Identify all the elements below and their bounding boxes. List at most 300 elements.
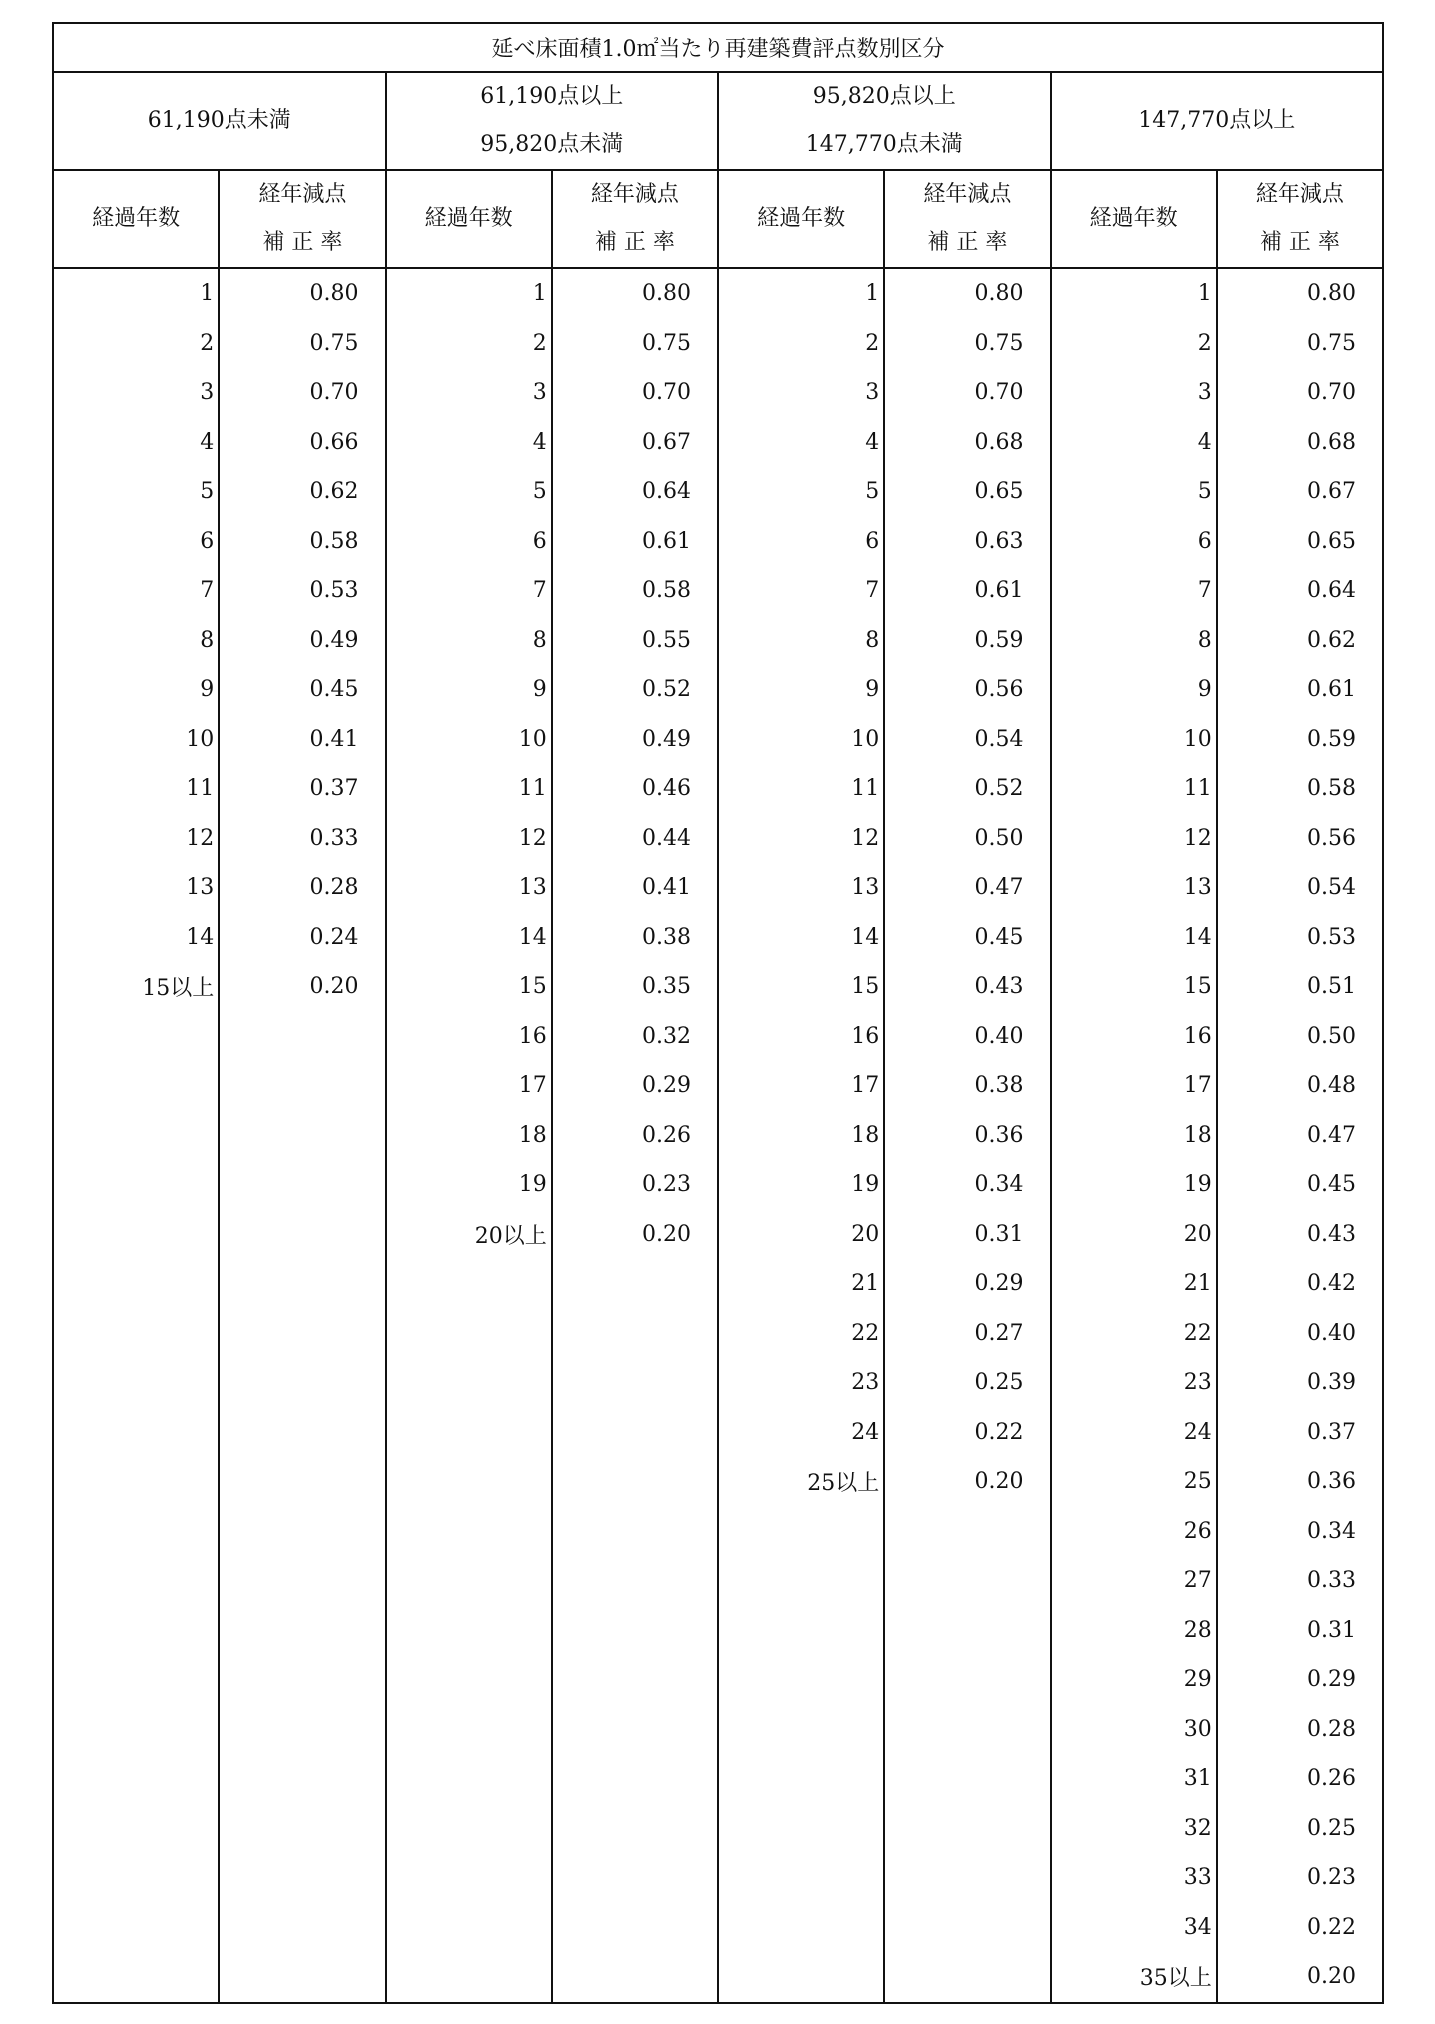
- years-elapsed-cell: 2: [386, 319, 552, 369]
- rate-cell: [219, 1606, 385, 1656]
- rate-cell: 0.24: [219, 913, 385, 963]
- rate-cell: [552, 1606, 718, 1656]
- rate-cell: 0.27: [884, 1309, 1050, 1359]
- years-elapsed-cell: 15: [718, 962, 884, 1012]
- years-elapsed-cell: 22: [718, 1309, 884, 1359]
- rate-cell: [219, 1754, 385, 1804]
- rate-cell: 0.52: [884, 764, 1050, 814]
- years-elapsed-cell: 12: [1051, 814, 1217, 864]
- rate-cell: [219, 1705, 385, 1755]
- rate-cell: [219, 1655, 385, 1705]
- years-elapsed-cell: 27: [1051, 1556, 1217, 1606]
- years-elapsed-cell: 3: [1051, 368, 1217, 418]
- years-elapsed-cell: 16: [1051, 1012, 1217, 1062]
- years-elapsed-cell: [386, 1457, 552, 1507]
- rate-cell: 0.44: [552, 814, 718, 864]
- depreciation-rate-table: [52, 22, 1384, 2004]
- range-line: 95,820点未満: [480, 132, 624, 157]
- years-elapsed-cell: 1: [53, 268, 219, 319]
- rate-cell: 0.49: [219, 616, 385, 666]
- rate-cell: 0.37: [219, 764, 385, 814]
- rate-cell: 0.65: [884, 467, 1050, 517]
- years-elapsed-cell: 3: [53, 368, 219, 418]
- years-elapsed-cell: [53, 1111, 219, 1161]
- rate-cell: 0.28: [219, 863, 385, 913]
- years-elapsed-cell: 7: [1051, 566, 1217, 616]
- rate-cell: 0.50: [884, 814, 1050, 864]
- years-elapsed-cell: 2: [53, 319, 219, 369]
- years-elapsed-cell: 32: [1051, 1804, 1217, 1854]
- table-row: [53, 1061, 1383, 1111]
- years-elapsed-cell: 4: [718, 418, 884, 468]
- rate-cell: 0.45: [884, 913, 1050, 963]
- rate-cell: [219, 1160, 385, 1210]
- table-row: [53, 566, 1383, 616]
- rate-cell: 0.25: [1217, 1804, 1383, 1854]
- rate-cell: [884, 1754, 1050, 1804]
- rate-cell: 0.41: [552, 863, 718, 913]
- rate-cell: [552, 1804, 718, 1854]
- rate-cell: [884, 1952, 1050, 2003]
- rate-cell: 0.62: [1217, 616, 1383, 666]
- table-row: [53, 616, 1383, 666]
- years-elapsed-cell: 35以上: [1051, 1952, 1217, 2003]
- years-elapsed-cell: [53, 1457, 219, 1507]
- years-elapsed-cell: 17: [718, 1061, 884, 1111]
- rate-cell: 0.75: [552, 319, 718, 369]
- rate-cell: 0.20: [219, 962, 385, 1012]
- rate-cell: 0.47: [884, 863, 1050, 913]
- range-header-1: [53, 72, 386, 170]
- rate-cell: 0.20: [1217, 1952, 1383, 2003]
- years-elapsed-cell: [53, 1853, 219, 1903]
- range-line: 95,820点以上: [812, 84, 956, 109]
- years-elapsed-cell: 10: [718, 715, 884, 765]
- years-elapsed-cell: [53, 1655, 219, 1705]
- rate-header: 経年減点 補 正 率: [1217, 170, 1383, 268]
- years-elapsed-cell: [386, 1606, 552, 1656]
- years-elapsed-cell: [53, 1903, 219, 1953]
- rate-cell: 0.34: [1217, 1507, 1383, 1557]
- years-elapsed-cell: [718, 1507, 884, 1557]
- table-title-row: [53, 23, 1383, 72]
- table-row: [53, 1012, 1383, 1062]
- years-elapsed-cell: 7: [718, 566, 884, 616]
- years-elapsed-cell: 5: [1051, 467, 1217, 517]
- years-elapsed-cell: 14: [53, 913, 219, 963]
- years-elapsed-cell: 11: [386, 764, 552, 814]
- years-elapsed-header: 経過年数: [718, 170, 884, 268]
- years-elapsed-cell: 5: [386, 467, 552, 517]
- rate-cell: [219, 1457, 385, 1507]
- rate-cell: 0.64: [552, 467, 718, 517]
- table-row: [53, 368, 1383, 418]
- table-row: [53, 1804, 1383, 1854]
- years-elapsed-cell: 9: [1051, 665, 1217, 715]
- rate-cell: 0.33: [1217, 1556, 1383, 1606]
- rate-cell: 0.50: [1217, 1012, 1383, 1062]
- rate-cell: 0.58: [219, 517, 385, 567]
- rate-cell: [884, 1606, 1050, 1656]
- years-elapsed-cell: [718, 1705, 884, 1755]
- years-elapsed-cell: [386, 1804, 552, 1854]
- rate-cell: 0.20: [552, 1210, 718, 1260]
- depreciation-table-sheet: [52, 22, 1382, 2004]
- years-elapsed-cell: 2: [1051, 319, 1217, 369]
- rate-cell: [552, 1259, 718, 1309]
- table-row: [53, 665, 1383, 715]
- years-elapsed-cell: 30: [1051, 1705, 1217, 1755]
- rate-cell: [884, 1507, 1050, 1557]
- rate-cell: 0.58: [1217, 764, 1383, 814]
- rate-cell: 0.70: [1217, 368, 1383, 418]
- years-elapsed-cell: [53, 1556, 219, 1606]
- rate-cell: [219, 1556, 385, 1606]
- range-line: 61,190点未満: [147, 108, 291, 133]
- table-row: [53, 1309, 1383, 1359]
- years-elapsed-cell: 19: [386, 1160, 552, 1210]
- years-elapsed-cell: [53, 1507, 219, 1557]
- rate-cell: 0.23: [1217, 1853, 1383, 1903]
- years-elapsed-cell: 33: [1051, 1853, 1217, 1903]
- years-elapsed-cell: 29: [1051, 1655, 1217, 1705]
- rate-cell: [219, 1210, 385, 1260]
- years-elapsed-cell: 18: [718, 1111, 884, 1161]
- years-elapsed-cell: [386, 1754, 552, 1804]
- table-row: [53, 1358, 1383, 1408]
- years-elapsed-cell: [386, 1853, 552, 1903]
- years-elapsed-cell: 16: [386, 1012, 552, 1062]
- rate-cell: 0.33: [219, 814, 385, 864]
- rate-cell: 0.65: [1217, 517, 1383, 567]
- table-row: [53, 1507, 1383, 1557]
- years-elapsed-cell: [718, 1853, 884, 1903]
- rate-cell: 0.55: [552, 616, 718, 666]
- range-header-2: [386, 72, 719, 170]
- table-row: [53, 467, 1383, 517]
- rate-cell: 0.63: [884, 517, 1050, 567]
- rate-cell: [884, 1705, 1050, 1755]
- table-row: [53, 814, 1383, 864]
- table-row: [53, 1259, 1383, 1309]
- table-row: [53, 863, 1383, 913]
- years-elapsed-cell: 23: [718, 1358, 884, 1408]
- years-elapsed-cell: [718, 1754, 884, 1804]
- years-elapsed-cell: 5: [53, 467, 219, 517]
- rate-header: 経年減点 補 正 率: [884, 170, 1050, 268]
- years-elapsed-cell: 8: [718, 616, 884, 666]
- range-line: 147,770点以上: [1138, 108, 1296, 133]
- years-elapsed-cell: 12: [53, 814, 219, 864]
- rate-cell: 0.53: [219, 566, 385, 616]
- rate-cell: [219, 1012, 385, 1062]
- rate-cell: [219, 1853, 385, 1903]
- years-elapsed-cell: 19: [718, 1160, 884, 1210]
- rate-cell: 0.67: [1217, 467, 1383, 517]
- years-elapsed-cell: 1: [386, 268, 552, 319]
- rate-cell: 0.61: [1217, 665, 1383, 715]
- rate-cell: 0.59: [1217, 715, 1383, 765]
- years-elapsed-cell: [53, 1358, 219, 1408]
- rate-cell: 0.51: [1217, 962, 1383, 1012]
- years-elapsed-cell: [53, 1259, 219, 1309]
- rate-cell: 0.40: [1217, 1309, 1383, 1359]
- table-row: [53, 268, 1383, 319]
- years-elapsed-cell: 10: [53, 715, 219, 765]
- years-elapsed-cell: 8: [53, 616, 219, 666]
- rate-cell: [219, 1408, 385, 1458]
- rate-cell: [884, 1804, 1050, 1854]
- years-elapsed-cell: 3: [718, 368, 884, 418]
- years-elapsed-cell: 25: [1051, 1457, 1217, 1507]
- rate-cell: 0.75: [1217, 319, 1383, 369]
- table-body: [53, 268, 1383, 2003]
- years-elapsed-cell: 13: [386, 863, 552, 913]
- years-elapsed-cell: 31: [1051, 1754, 1217, 1804]
- table-row: [53, 1457, 1383, 1507]
- years-elapsed-cell: [53, 1408, 219, 1458]
- years-elapsed-cell: 5: [718, 467, 884, 517]
- rate-cell: [884, 1853, 1050, 1903]
- rate-cell: 0.29: [884, 1259, 1050, 1309]
- rate-cell: 0.68: [1217, 418, 1383, 468]
- range-line: 147,770点未満: [805, 132, 963, 157]
- years-elapsed-cell: 15以上: [53, 962, 219, 1012]
- years-elapsed-cell: [386, 1952, 552, 2003]
- years-elapsed-cell: [386, 1259, 552, 1309]
- years-elapsed-cell: 16: [718, 1012, 884, 1062]
- rate-cell: 0.56: [1217, 814, 1383, 864]
- years-elapsed-cell: 21: [1051, 1259, 1217, 1309]
- rate-cell: 0.80: [884, 268, 1050, 319]
- rate-cell: [552, 1754, 718, 1804]
- rate-cell: 0.61: [552, 517, 718, 567]
- rate-cell: 0.45: [219, 665, 385, 715]
- rate-cell: 0.47: [1217, 1111, 1383, 1161]
- years-elapsed-cell: 17: [386, 1061, 552, 1111]
- rate-cell: [552, 1903, 718, 1953]
- table-title: 延べ床面積1.0㎡当たり再建築費評点数別区分: [53, 23, 1383, 72]
- years-elapsed-cell: 11: [1051, 764, 1217, 814]
- table-row: [53, 319, 1383, 369]
- rate-cell: [552, 1705, 718, 1755]
- years-elapsed-cell: [53, 1754, 219, 1804]
- years-elapsed-cell: [53, 1309, 219, 1359]
- rate-cell: 0.26: [552, 1111, 718, 1161]
- rate-cell: [219, 1903, 385, 1953]
- table-row: [53, 913, 1383, 963]
- years-elapsed-header: 経過年数: [53, 170, 219, 268]
- rate-cell: 0.58: [552, 566, 718, 616]
- table-row: [53, 1853, 1383, 1903]
- years-elapsed-header: 経過年数: [386, 170, 552, 268]
- years-elapsed-cell: 4: [1051, 418, 1217, 468]
- table-row: [53, 517, 1383, 567]
- years-elapsed-cell: [53, 1705, 219, 1755]
- rate-cell: 0.66: [219, 418, 385, 468]
- years-elapsed-cell: 18: [386, 1111, 552, 1161]
- years-elapsed-cell: 24: [718, 1408, 884, 1458]
- rate-cell: [884, 1903, 1050, 1953]
- years-elapsed-cell: 7: [386, 566, 552, 616]
- years-elapsed-cell: 20以上: [386, 1210, 552, 1260]
- rate-cell: 0.62: [219, 467, 385, 517]
- table-row: [53, 1111, 1383, 1161]
- range-header-4: [1051, 72, 1384, 170]
- years-elapsed-cell: 2: [718, 319, 884, 369]
- years-elapsed-cell: 13: [1051, 863, 1217, 913]
- years-elapsed-cell: 12: [718, 814, 884, 864]
- table-row: [53, 1705, 1383, 1755]
- rate-cell: [219, 1259, 385, 1309]
- rate-cell: 0.56: [884, 665, 1050, 715]
- rate-cell: 0.41: [219, 715, 385, 765]
- years-elapsed-cell: [386, 1655, 552, 1705]
- rate-cell: 0.31: [884, 1210, 1050, 1260]
- rate-cell: 0.49: [552, 715, 718, 765]
- rate-cell: 0.80: [552, 268, 718, 319]
- rate-cell: [552, 1655, 718, 1705]
- years-elapsed-cell: 26: [1051, 1507, 1217, 1557]
- years-elapsed-cell: [53, 1210, 219, 1260]
- rate-cell: 0.45: [1217, 1160, 1383, 1210]
- years-elapsed-cell: 14: [386, 913, 552, 963]
- rate-cell: 0.67: [552, 418, 718, 468]
- rate-cell: 0.53: [1217, 913, 1383, 963]
- rate-cell: 0.34: [884, 1160, 1050, 1210]
- years-elapsed-cell: [386, 1358, 552, 1408]
- years-elapsed-cell: 21: [718, 1259, 884, 1309]
- rate-cell: 0.36: [1217, 1457, 1383, 1507]
- years-elapsed-cell: 1: [1051, 268, 1217, 319]
- years-elapsed-cell: [386, 1705, 552, 1755]
- table-row: [53, 962, 1383, 1012]
- rate-cell: [552, 1408, 718, 1458]
- years-elapsed-cell: 14: [1051, 913, 1217, 963]
- rate-header: 経年減点 補 正 率: [219, 170, 385, 268]
- rate-cell: 0.54: [1217, 863, 1383, 913]
- rate-cell: 0.26: [1217, 1754, 1383, 1804]
- range-line: 61,190点以上: [480, 84, 624, 109]
- years-elapsed-cell: 10: [386, 715, 552, 765]
- rate-cell: 0.43: [884, 962, 1050, 1012]
- years-elapsed-cell: 11: [53, 764, 219, 814]
- table-row: [53, 1952, 1383, 2003]
- years-elapsed-cell: 6: [1051, 517, 1217, 567]
- years-elapsed-cell: 28: [1051, 1606, 1217, 1656]
- rate-cell: 0.22: [884, 1408, 1050, 1458]
- rate-cell: 0.48: [1217, 1061, 1383, 1111]
- rate-cell: 0.75: [884, 319, 1050, 369]
- years-elapsed-cell: [53, 1804, 219, 1854]
- years-elapsed-cell: 9: [53, 665, 219, 715]
- rate-cell: 0.43: [1217, 1210, 1383, 1260]
- years-elapsed-cell: 24: [1051, 1408, 1217, 1458]
- table-row: [53, 1606, 1383, 1656]
- rate-cell: 0.29: [552, 1061, 718, 1111]
- years-elapsed-cell: 7: [53, 566, 219, 616]
- years-elapsed-cell: 18: [1051, 1111, 1217, 1161]
- table-row: [53, 1408, 1383, 1458]
- years-elapsed-cell: 6: [53, 517, 219, 567]
- years-elapsed-cell: 13: [53, 863, 219, 913]
- table-row: [53, 1655, 1383, 1705]
- years-elapsed-cell: [53, 1012, 219, 1062]
- rate-cell: [219, 1804, 385, 1854]
- rate-cell: [219, 1111, 385, 1161]
- years-elapsed-cell: [386, 1309, 552, 1359]
- rate-cell: [219, 1952, 385, 2003]
- years-elapsed-cell: [386, 1507, 552, 1557]
- table-row: [53, 1160, 1383, 1210]
- table-row: [53, 1903, 1383, 1953]
- years-elapsed-cell: 22: [1051, 1309, 1217, 1359]
- rate-header: 経年減点 補 正 率: [552, 170, 718, 268]
- rate-cell: [552, 1309, 718, 1359]
- table-row: [53, 418, 1383, 468]
- table-row: [53, 1556, 1383, 1606]
- years-elapsed-cell: 11: [718, 764, 884, 814]
- years-elapsed-cell: 13: [718, 863, 884, 913]
- years-elapsed-header: 経過年数: [1051, 170, 1217, 268]
- years-elapsed-cell: 20: [718, 1210, 884, 1260]
- years-elapsed-cell: 20: [1051, 1210, 1217, 1260]
- years-elapsed-cell: 4: [53, 418, 219, 468]
- years-elapsed-cell: [718, 1606, 884, 1656]
- rate-cell: 0.37: [1217, 1408, 1383, 1458]
- years-elapsed-cell: 19: [1051, 1160, 1217, 1210]
- rate-cell: [884, 1655, 1050, 1705]
- rate-cell: [219, 1061, 385, 1111]
- rate-cell: 0.28: [1217, 1705, 1383, 1755]
- years-elapsed-cell: 9: [718, 665, 884, 715]
- rate-cell: [219, 1358, 385, 1408]
- rate-cell: 0.38: [552, 913, 718, 963]
- table-row: [53, 715, 1383, 765]
- years-elapsed-cell: [53, 1061, 219, 1111]
- rate-cell: 0.61: [884, 566, 1050, 616]
- rate-cell: [552, 1507, 718, 1557]
- rate-cell: [552, 1358, 718, 1408]
- rate-cell: 0.40: [884, 1012, 1050, 1062]
- years-elapsed-cell: [718, 1804, 884, 1854]
- rate-cell: 0.38: [884, 1061, 1050, 1111]
- years-elapsed-cell: 17: [1051, 1061, 1217, 1111]
- rate-cell: 0.46: [552, 764, 718, 814]
- years-elapsed-cell: 10: [1051, 715, 1217, 765]
- years-elapsed-cell: 1: [718, 268, 884, 319]
- years-elapsed-cell: [53, 1160, 219, 1210]
- years-elapsed-cell: 6: [386, 517, 552, 567]
- rate-cell: [219, 1507, 385, 1557]
- years-elapsed-cell: 23: [1051, 1358, 1217, 1408]
- rate-cell: [552, 1556, 718, 1606]
- rate-cell: 0.20: [884, 1457, 1050, 1507]
- table-row: [53, 764, 1383, 814]
- rate-cell: 0.39: [1217, 1358, 1383, 1408]
- years-elapsed-cell: [386, 1903, 552, 1953]
- years-elapsed-cell: 3: [386, 368, 552, 418]
- rate-cell: 0.42: [1217, 1259, 1383, 1309]
- years-elapsed-cell: 4: [386, 418, 552, 468]
- rate-cell: [219, 1309, 385, 1359]
- years-elapsed-cell: 8: [386, 616, 552, 666]
- table-row: [53, 1754, 1383, 1804]
- rate-cell: 0.80: [1217, 268, 1383, 319]
- years-elapsed-cell: 9: [386, 665, 552, 715]
- years-elapsed-cell: 14: [718, 913, 884, 963]
- years-elapsed-cell: 25以上: [718, 1457, 884, 1507]
